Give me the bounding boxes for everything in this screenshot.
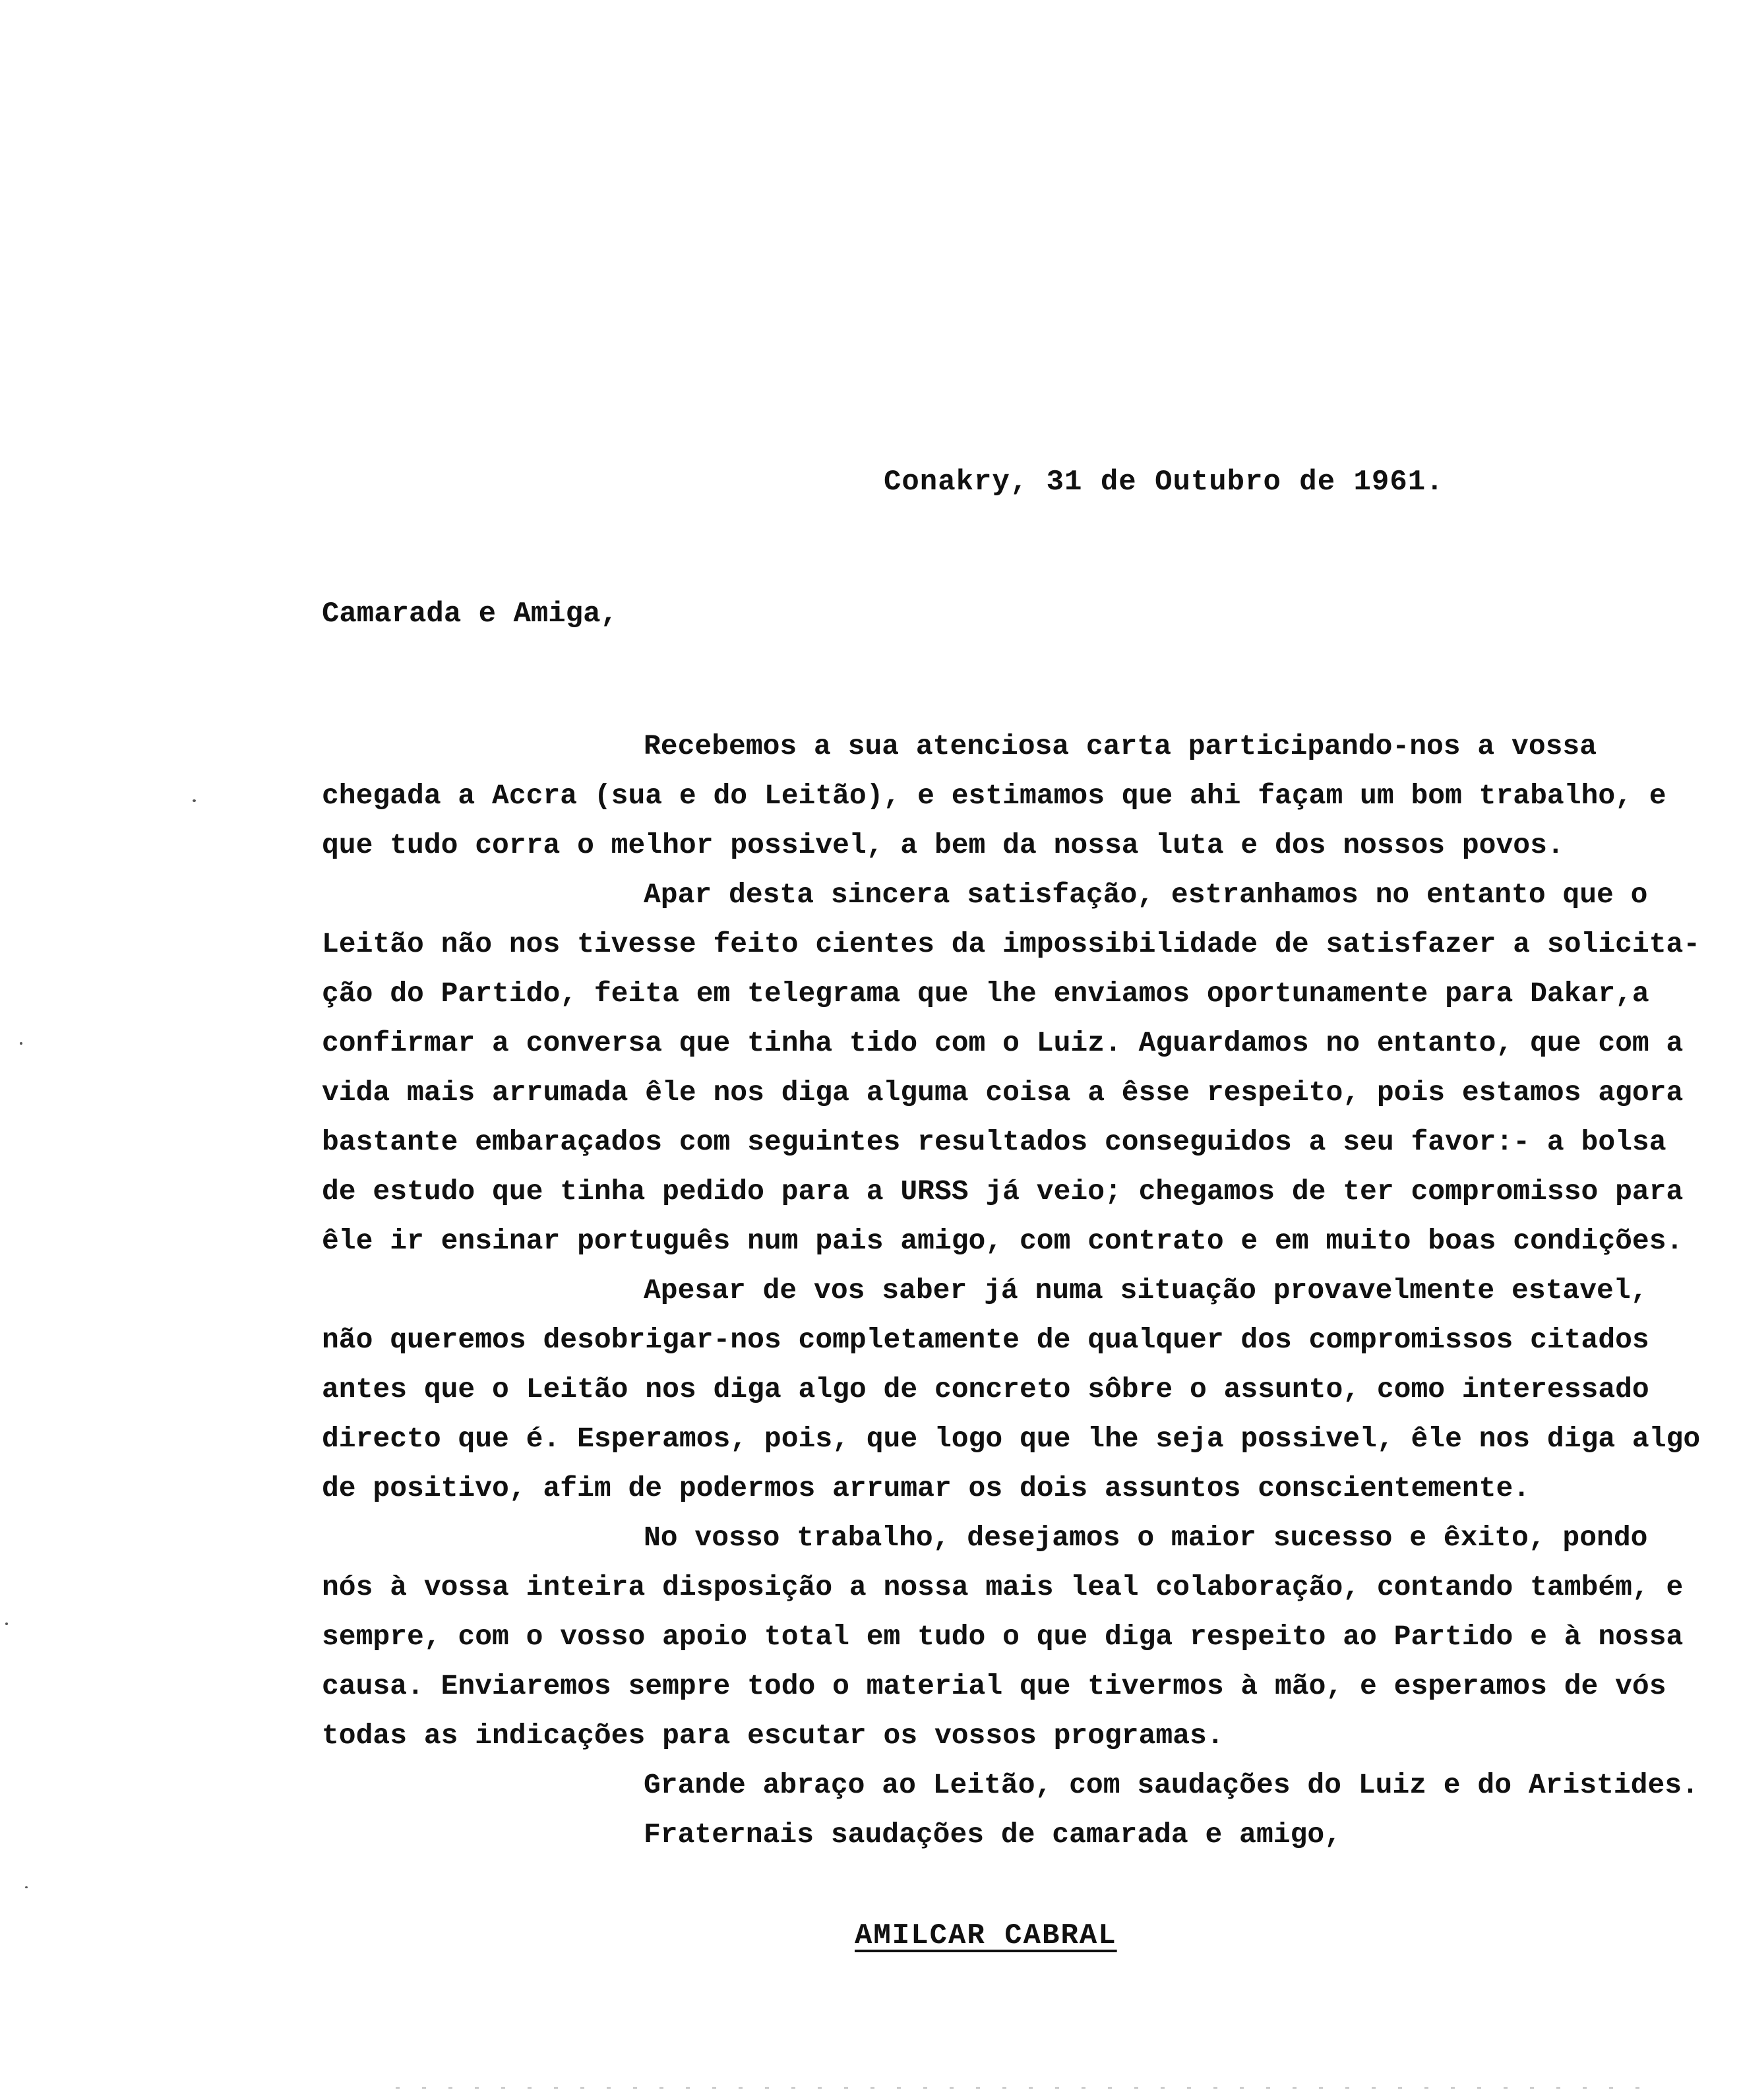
body-line: de positivo, afim de podermos arrumar os dois assuntos conscientemente. (322, 1472, 1531, 1504)
signature: AMILCAR CABRAL (855, 1919, 1117, 1952)
body-line: nós à vossa inteira disposição a nossa mais leal colaboração, contando também, e (322, 1571, 1684, 1603)
body-line: Apesar de vos saber já numa situação provavelmente estavel, (644, 1274, 1648, 1307)
body-line: que tudo corra o melhor possivel, a bem da nossa luta e dos nossos povos. (322, 829, 1564, 861)
scan-speck (5, 1622, 8, 1625)
body-line: vida mais arrumada êle nos diga alguma coisa a êsse respeito, pois estamos agora (322, 1076, 1684, 1109)
body-line: confirmar a conversa que tinha tido com o Luiz. Aguardamos no entanto, que com a (322, 1027, 1684, 1059)
body-line: directo que é. Esperamos, pois, que logo que lhe seja possivel, êle nos diga algo (322, 1423, 1701, 1455)
body-line: antes que o Leitão nos diga algo de concreto sôbre o assunto, como interessado (322, 1373, 1649, 1405)
body-line: ção do Partido, feita em telegrama que lhe enviamos oportunamente para Dakar,a (322, 977, 1649, 1010)
body-line: não queremos desobrigar-nos completamente de qualquer dos compromissos citados (322, 1324, 1649, 1356)
body-line: bastante embaraçados com seguintes resultados conseguidos a seu favor:- a bolsa (322, 1126, 1666, 1158)
salutation: Camarada e Amiga, (322, 598, 618, 631)
body-line: Fraternais saudações de camarada e amigo, (644, 1818, 1341, 1851)
body-line: causa. Enviaremos sempre todo o material que tivermos à mão, e esperamos de vós (322, 1670, 1666, 1702)
dateline: Conakry, 31 de Outubro de 1961. (884, 466, 1444, 499)
body-line: de estudo que tinha pedido para a URSS já veio; chegamos de ter compromisso para (322, 1175, 1684, 1208)
body-line: êle ir ensinar português num pais amigo, com contrato e em muito boas condições. (322, 1225, 1684, 1257)
body-line: chegada a Accra (sua e do Leitão), e estimamos que ahi façam um bom trabalho, e (322, 780, 1666, 812)
body-line: Recebemos a sua atenciosa carta participando-nos a vossa (644, 730, 1597, 762)
scan-speck (193, 799, 196, 802)
body-line: todas as indicações para escutar os vossos programas. (322, 1719, 1224, 1752)
body-line: Apar desta sincera satisfação, estranhamos no entanto que o (644, 879, 1648, 911)
scan-edge-noise (396, 2087, 1649, 2089)
body-line: No vosso trabalho, desejamos o maior sucesso e êxito, pondo (644, 1522, 1648, 1554)
body-line: Leitão não nos tivesse feito cientes da impossibilidade de satisfazer a solicita- (322, 928, 1701, 960)
scan-speck (25, 1886, 28, 1888)
body-line: sempre, com o vosso apoio total em tudo o que diga respeito ao Partido e à nossa (322, 1621, 1684, 1653)
letter-body (322, 722, 1701, 1859)
body-line: Grande abraço ao Leitão, com saudações do Luiz e do Aristides. (644, 1769, 1699, 1801)
scan-speck (20, 1042, 22, 1045)
